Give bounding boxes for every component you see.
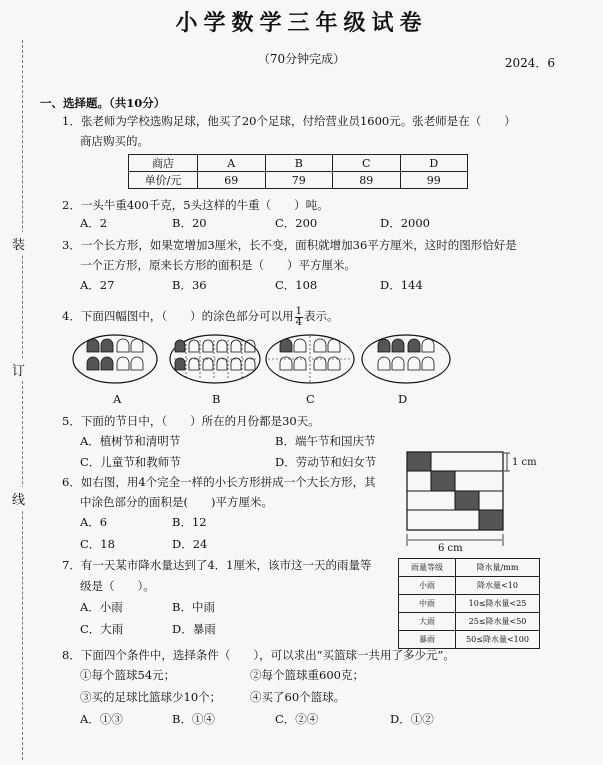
- q8-condition-3: ③买的足球比篮球少10个；: [80, 690, 222, 704]
- q1-stem-line1: 1．张老师为学校选购足球，他买了20个足球，付给营业员1600元。张老师是在（ ）: [62, 114, 516, 128]
- table-cell: 暴雨: [399, 631, 456, 649]
- q6-stem-line1: 6．如右图，用4个完全一样的小长方形拼成一个大长方形，其: [62, 475, 376, 489]
- q7-rainfall-table: [398, 558, 540, 649]
- table-cell: 降水量/mm: [456, 559, 540, 577]
- table-cell: A: [198, 155, 266, 172]
- q2-option-c: C．200: [275, 216, 318, 230]
- table-cell: 降水量<10: [456, 577, 540, 595]
- q5-option-d: D．劳动节和妇女节: [275, 455, 377, 469]
- q4-stem: [62, 304, 338, 328]
- q8-condition-1: ①每个篮球54元；: [80, 668, 176, 682]
- fraction-one-quarter: [295, 307, 303, 328]
- table-cell: 中雨: [399, 595, 456, 613]
- table-cell: 50≤降水量<100: [456, 631, 540, 649]
- q3-option-d: D．144: [380, 278, 423, 292]
- q3-option-a: A．27: [80, 278, 115, 292]
- table-cell: 89: [333, 172, 401, 189]
- table-cell: B: [265, 155, 333, 172]
- table-cell: C: [333, 155, 401, 172]
- q5-option-a: A．植树节和清明节: [80, 434, 181, 448]
- q3-option-c: C．108: [275, 278, 318, 292]
- q1-stem-line2: 商店购买的。: [80, 134, 149, 148]
- table-cell: 小雨: [399, 577, 456, 595]
- figure-b: [170, 335, 260, 383]
- table-cell: 99: [400, 172, 468, 189]
- q3-stem-line1: 3．一个长方形，如果宽增加3厘米，长不变，面积就增加36平方厘米，这时的图形恰好是: [62, 238, 517, 252]
- q6-stem-line2: 中涂色部分的面积是( )平方厘米。: [80, 495, 273, 509]
- q2-stem: 2．一头牛重400千克，5头这样的牛重（ ）吨。: [62, 198, 329, 212]
- q7-option-d: D．暴雨: [172, 622, 216, 636]
- figure-d: [362, 335, 450, 383]
- q2-option-b: B．20: [172, 216, 207, 230]
- time-limit: （70分钟完成）: [257, 52, 346, 66]
- q4-stem-before: 4．下面四幅图中，（ ）的涂色部分可以用: [62, 309, 294, 323]
- q5-option-b: B．端午节和国庆节: [275, 434, 376, 448]
- q6-option-b: B．12: [172, 515, 207, 529]
- q7-stem-line1: 7．有一天某市降水量达到了4．1厘米，该市这一天的雨量等: [62, 558, 372, 572]
- q6-rectangle-figure: [406, 450, 506, 548]
- fraction-numerator: 1: [295, 305, 302, 317]
- q5-stem: 5．下面的节日中，（ ）所在的月份都是30天。: [62, 414, 320, 428]
- exam-date: 2024．6: [504, 56, 555, 70]
- side-label-ding: 订: [12, 358, 25, 381]
- section-heading: 一、选择题。（共10分）: [40, 96, 166, 110]
- q5-option-c: C．儿童节和教师节: [80, 455, 181, 469]
- side-label-zhuang: 装: [12, 232, 25, 255]
- table-cell: 大雨: [399, 613, 456, 631]
- q8-option-c: C．②④: [275, 712, 319, 726]
- q7-option-c: C．大雨: [80, 622, 124, 636]
- page-title: 小学数学三年级试卷: [175, 10, 428, 36]
- table-cell: 商店: [129, 155, 198, 172]
- table-cell: D: [400, 155, 468, 172]
- figure-a: [73, 335, 157, 383]
- q8-option-b: B．①④: [172, 712, 215, 726]
- table-cell: 79: [265, 172, 333, 189]
- table-cell: 10≤降水量<25: [456, 595, 540, 613]
- q3-stem-line2: 一个正方形，原来长方形的面积是（ ）平方厘米。: [80, 258, 356, 272]
- q7-stem-line2: 级是（ ）。: [80, 579, 155, 593]
- q2-option-d: D．2000: [380, 216, 430, 230]
- q8-option-d: D．①②: [390, 712, 434, 726]
- q4-stem-after: 表示。: [303, 309, 339, 323]
- q8-stem: 8．下面四个条件中，选择条件（ ），可以求出“买篮球一共用了多少元”。: [62, 648, 455, 662]
- table-cell: 69: [198, 172, 266, 189]
- q8-option-a: A．①③: [80, 712, 123, 726]
- q4-label-d: D: [398, 392, 408, 406]
- binding-line: [22, 40, 23, 760]
- figure-c: [266, 335, 354, 383]
- q4-label-c: C: [306, 392, 315, 406]
- q6-width-label: 6 cm: [438, 543, 463, 554]
- q8-condition-4: ④买了60个篮球。: [250, 690, 346, 704]
- q8-condition-2: ②每个篮球重600克；: [250, 668, 364, 682]
- q7-option-a: A．小雨: [80, 600, 123, 614]
- q4-label-b: B: [212, 392, 221, 406]
- q2-option-a: A．2: [80, 216, 108, 230]
- q4-label-a: A: [113, 392, 122, 406]
- q3-option-b: B．36: [172, 278, 207, 292]
- q6-option-a: A．6: [80, 515, 108, 529]
- table-cell: 25≤降水量<50: [456, 613, 540, 631]
- q6-option-d: D．24: [172, 537, 208, 551]
- q1-price-table: [128, 154, 468, 189]
- q4-figures: [70, 332, 460, 388]
- q7-option-b: B．中雨: [172, 600, 215, 614]
- q6-height-label: 1 cm: [512, 457, 537, 468]
- table-cell: 单价/元: [129, 172, 198, 189]
- table-cell: 雨量等级: [399, 559, 456, 577]
- side-label-xian: 线: [12, 487, 25, 510]
- fraction-denominator: 4: [295, 316, 302, 328]
- q6-option-c: C．18: [80, 537, 115, 551]
